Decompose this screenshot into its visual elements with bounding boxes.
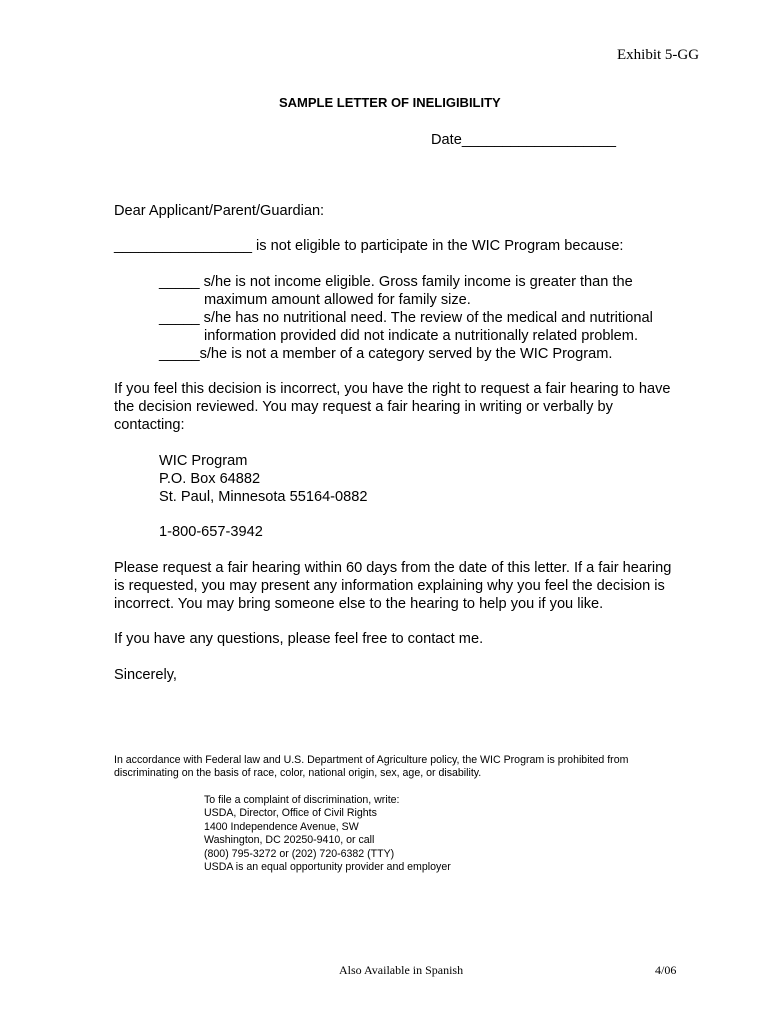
address-line2: P.O. Box 64882 <box>159 471 261 487</box>
request-line1: Please request a fair hearing within 60 days from the date of this letter. If a fair hearing <box>114 560 672 576</box>
footer-version: 4/06 <box>655 963 677 977</box>
request-line2: is requested, you may present any information explaining why you feel the decision is <box>114 578 665 594</box>
complaint-line2: USDA, Director, Office of Civil Rights <box>204 807 377 819</box>
fair-hearing-line2: the decision reviewed. You may request a fair hearing in writing or verbally by <box>114 399 613 415</box>
salutation: Dear Applicant/Parent/Guardian: <box>114 203 325 219</box>
complaint-line1: To file a complaint of discrimination, write: <box>204 794 400 806</box>
date-line: Date___________________ <box>431 132 617 148</box>
fair-hearing-line3: contacting: <box>114 417 185 433</box>
nondiscrimination-line1: In accordance with Federal law and U.S. Department of Agriculture policy, the WIC Program is prohibited from <box>114 754 629 766</box>
reason-income-line1: _____ s/he is not income eligible. Gross family income is greater than the <box>159 274 633 290</box>
not-eligible-line: _________________ is not eligible to participate in the WIC Program because: <box>114 238 624 254</box>
fair-hearing-line1: If you feel this decision is incorrect, you have the right to request a fair hearing to have <box>114 381 671 397</box>
exhibit-label: Exhibit 5-GG <box>617 47 700 63</box>
footer-spanish: Also Available in Spanish <box>339 963 464 977</box>
complaint-line4: Washington, DC 20250-9410, or call <box>204 834 375 846</box>
closing: Sincerely, <box>114 667 177 683</box>
reason-nutrition-line2: information provided did not indicate a nutritionally related problem. <box>204 328 639 344</box>
questions-line: If you have any questions, please feel free to contact me. <box>114 631 484 647</box>
page-title: SAMPLE LETTER OF INELIGIBILITY <box>279 95 501 110</box>
reason-income-line2: maximum amount allowed for family size. <box>204 292 471 308</box>
request-line3: incorrect. You may bring someone else to the hearing to help you if you like. <box>114 596 604 612</box>
complaint-line6: USDA is an equal opportunity provider and employer <box>204 861 451 873</box>
address-line3: St. Paul, Minnesota 55164-0882 <box>159 489 368 505</box>
complaint-line3: 1400 Independence Avenue, SW <box>204 821 359 833</box>
complaint-line5: (800) 795-3272 or (202) 720-6382 (TTY) <box>204 848 395 860</box>
nondiscrimination-line2: discriminating on the basis of race, color, national origin, sex, age, or disability. <box>114 767 482 779</box>
address-line1: WIC Program <box>159 453 248 469</box>
reason-category-line1: _____s/he is not a member of a category served by the WIC Program. <box>159 346 613 362</box>
reason-nutrition-line1: _____ s/he has no nutritional need. The review of the medical and nutritional <box>159 310 653 326</box>
phone-number: 1-800-657-3942 <box>159 524 263 540</box>
